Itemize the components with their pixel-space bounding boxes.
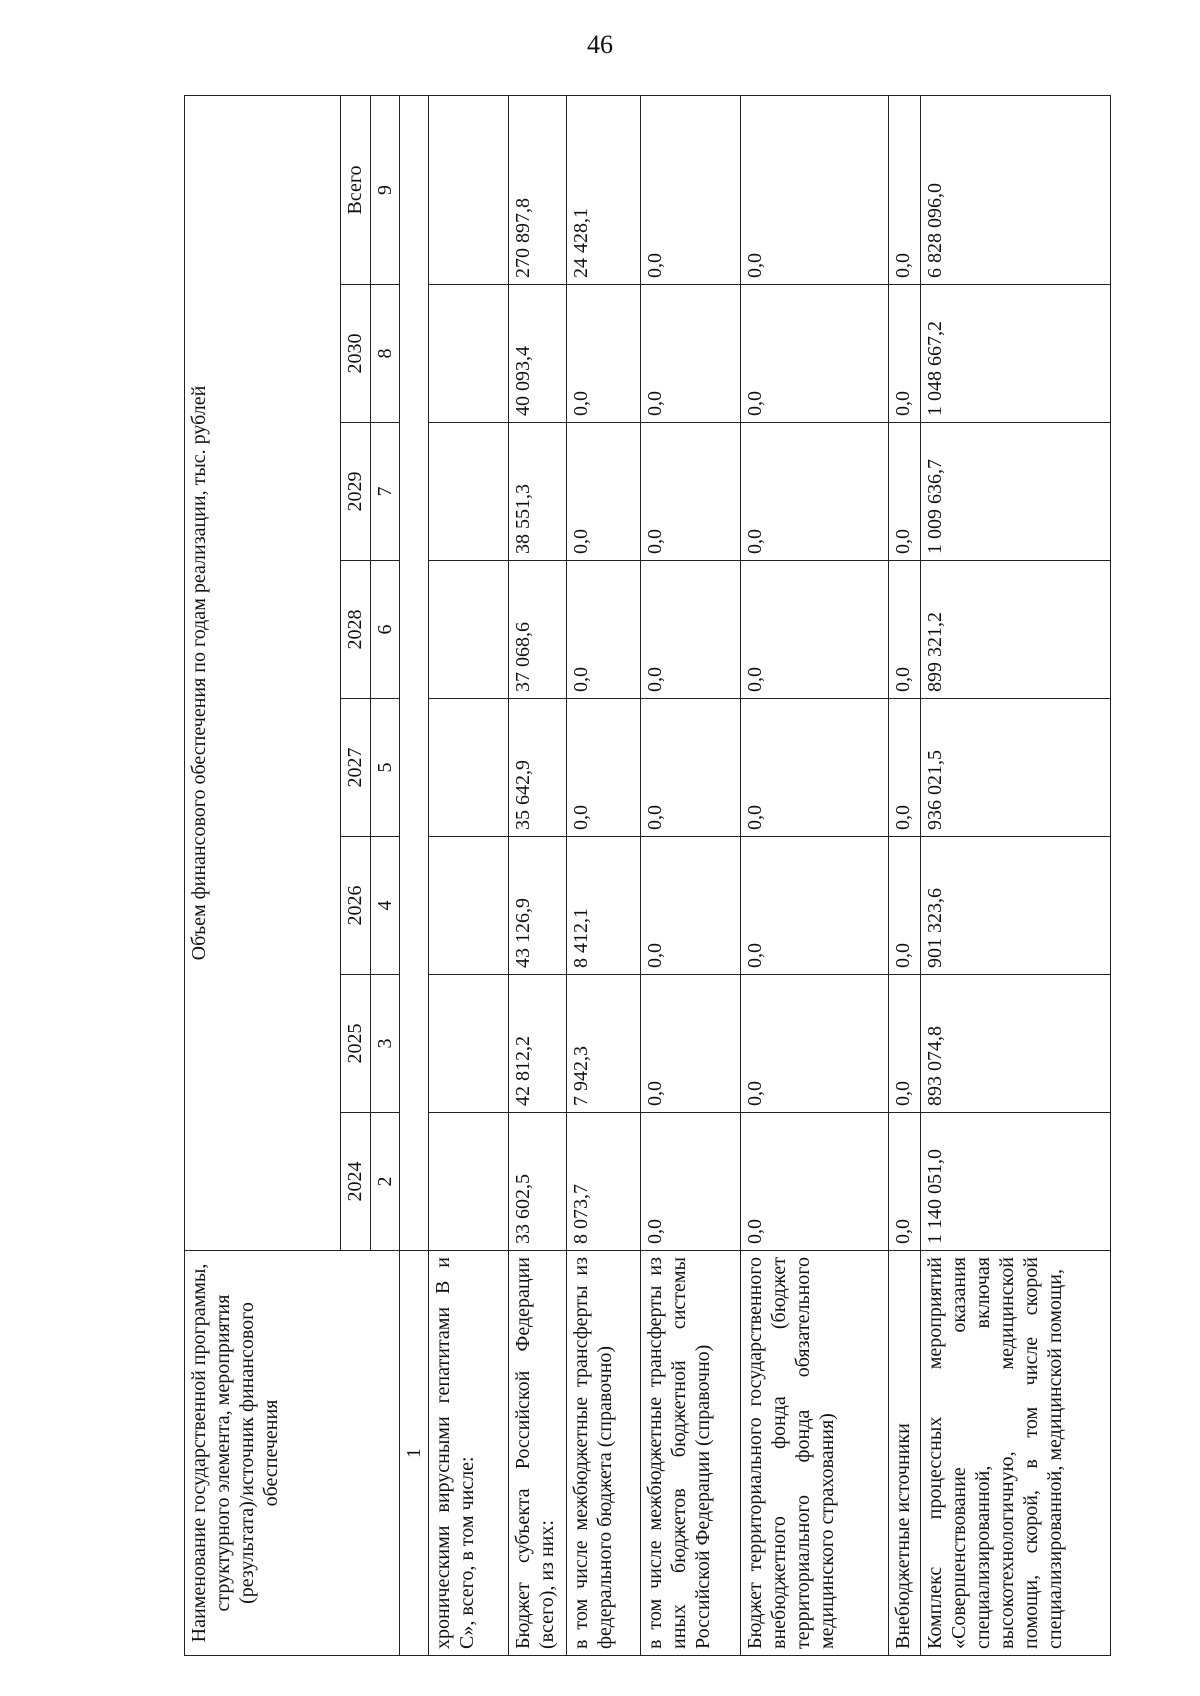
row-value: 0,0 [889,975,921,1113]
column-number-spacer [400,95,429,1250]
row-name: Комплекс процессных мероприятий «Совершенствование оказания специализированной, включая высокотехнологичную, медицинской помощи, скорой, в том числе скорой специализированной, медицинской помощи, [921,1251,1111,1656]
financing-table [184,95,1111,1656]
row-value: 0,0 [889,285,921,423]
row-value [429,699,509,837]
row-value: 33 602,5 [509,1113,567,1251]
row-value: 0,0 [741,1113,889,1251]
row-value: 8 073,7 [567,1113,641,1251]
row-name: Бюджет территориального государственного внебюджетного фонда (бюджет территориального фонда обязательного медицинского страхования) [741,1251,889,1656]
row-value: 901 323,6 [921,837,1111,975]
column-number: 6 [370,561,399,699]
row-value: 0,0 [889,1113,921,1251]
row-value: 0,0 [889,837,921,975]
column-number: 1 [400,1251,429,1656]
row-value: 43 126,9 [509,837,567,975]
row-value: 0,0 [741,561,889,699]
row-value: 0,0 [641,95,741,284]
row-value [429,1113,509,1251]
row-value: 0,0 [641,699,741,837]
row-value [429,423,509,561]
rotated-table-container [184,96,1200,1656]
column-number: 2 [370,1113,399,1251]
year-header: 2024 [341,1113,370,1251]
row-name: хроническими вирусными гепатитами В и С», всего, в том числе: [429,1251,509,1656]
column-number: 9 [370,95,399,284]
row-value: 0,0 [741,837,889,975]
table-row [429,95,509,1655]
row-value: 40 093,4 [509,285,567,423]
header-name: Наименование государственной программы, структурного элемента, мероприятия (результата)/источник финансового обеспечения [185,1251,400,1656]
row-value: 0,0 [889,423,921,561]
row-value [429,95,509,284]
row-value [429,285,509,423]
year-header: 2027 [341,699,370,837]
row-value: 0,0 [889,95,921,284]
page-number: 46 [587,30,613,59]
row-value: 24 428,1 [567,95,641,284]
total-header: Всего [341,95,370,284]
table-row [641,95,741,1655]
column-number: 8 [370,285,399,423]
row-value: 270 897,8 [509,95,567,284]
row-value [429,561,509,699]
row-value: 35 642,9 [509,699,567,837]
table-row [567,95,641,1655]
table-row [889,95,921,1655]
column-number: 5 [370,699,399,837]
row-value: 0,0 [641,561,741,699]
row-value: 0,0 [641,285,741,423]
column-number: 7 [370,423,399,561]
row-value: 0,0 [889,699,921,837]
row-value: 37 068,6 [509,561,567,699]
table-row [741,95,889,1655]
row-value: 0,0 [641,1113,741,1251]
row-value: 38 551,3 [509,423,567,561]
column-number: 4 [370,837,399,975]
row-value: 936 021,5 [921,699,1111,837]
row-value: 0,0 [889,561,921,699]
row-value: 1 140 051,0 [921,1113,1111,1251]
row-value: 1 048 667,2 [921,285,1111,423]
row-value [429,837,509,975]
column-number: 3 [370,975,399,1113]
row-value: 0,0 [567,423,641,561]
row-value: 0,0 [741,699,889,837]
year-header: 2025 [341,975,370,1113]
header-volume: Объем финансового обеспечения по годам реализации, тыс. рублей [185,95,341,1250]
year-header: 2026 [341,837,370,975]
rotated-table-frame [184,96,1200,1656]
table-row [921,95,1111,1655]
row-value: 0,0 [741,285,889,423]
year-header: 2029 [341,423,370,561]
row-value: 893 074,8 [921,975,1111,1113]
row-value: 0,0 [641,837,741,975]
row-value: 7 942,3 [567,975,641,1113]
table-row [509,95,567,1655]
row-value: 0,0 [741,975,889,1113]
row-value: 0,0 [567,285,641,423]
row-name: в том числе межбюджетные трансферты из федерального бюджета (справочно) [567,1251,641,1656]
first-column-number-row [400,95,429,1655]
row-value: 0,0 [567,561,641,699]
row-value: 0,0 [641,975,741,1113]
row-value: 0,0 [641,423,741,561]
row-value: 42 812,2 [509,975,567,1113]
row-value: 0,0 [741,423,889,561]
year-header: 2030 [341,285,370,423]
row-value: 1 009 636,7 [921,423,1111,561]
year-header: 2028 [341,561,370,699]
row-value: 8 412,1 [567,837,641,975]
row-value: 0,0 [741,95,889,284]
row-name: Внебюджетные источники [889,1251,921,1656]
row-value: 0,0 [567,699,641,837]
row-name: Бюджет субъекта Российской Федерации (всего), из них: [509,1251,567,1656]
row-value: 6 828 096,0 [921,95,1111,284]
row-name: в том числе межбюджетные трансферты из иных бюджетов бюджетной системы Российской Федерации (справочно) [641,1251,741,1656]
row-value: 899 321,2 [921,561,1111,699]
row-value [429,975,509,1113]
